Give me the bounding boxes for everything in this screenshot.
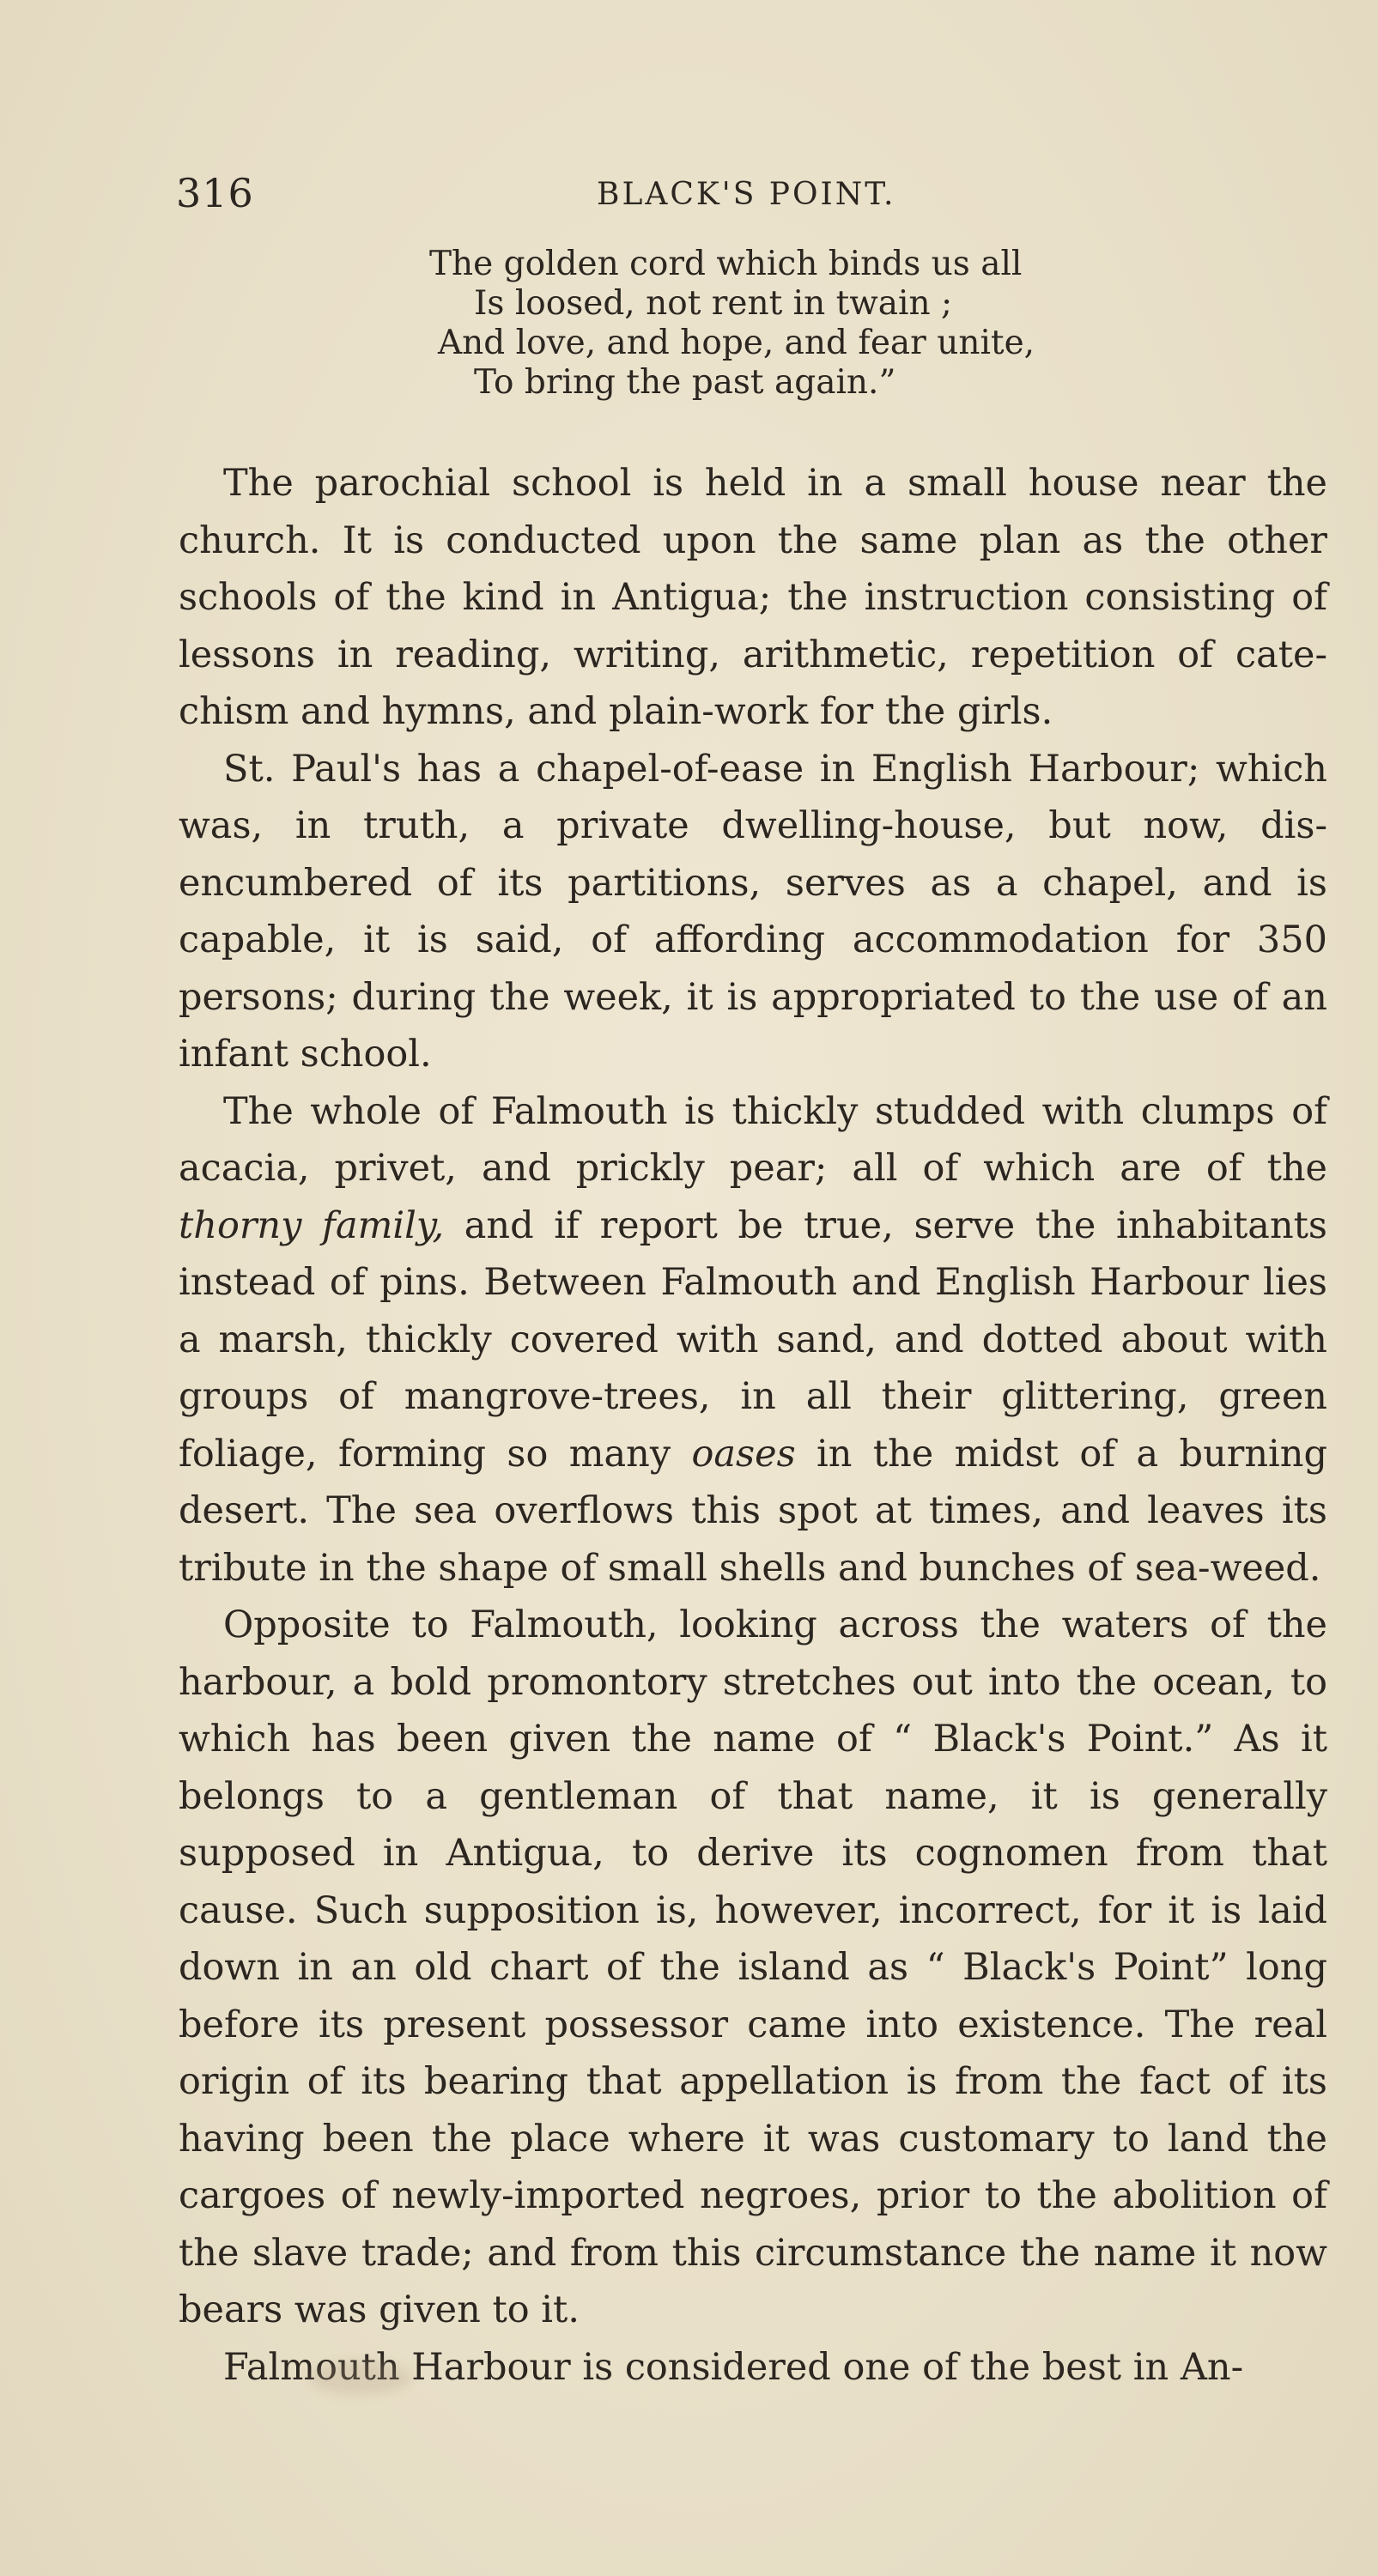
running-head: BLACK'S POINT. xyxy=(597,177,896,212)
paper-stain xyxy=(309,2361,412,2395)
verse-line: Is loosed, not rent in twain ; xyxy=(474,284,953,323)
paragraph-blacks-point: Opposite to Falmouth, looking across the waters of the harbour, a bold promontory stretches out into the ocean, to which has been given the name of “ Black's Point.” As it belongs to a gentleman of that name, it is generally supposed in Antigua, to derive its cognomen from that cause. Such supposition is, however, incorrect, for it is laid down in an old chart of the island as “ Black's Point” long before its present possessor came into existence. The real origin of its bearing that appellation is from the fact of its having been the place where it was customary to land the cargoes of newly-imported negroes, prior to the abolition of the slave trade; and from this circumstance the name it now bears was given to it. xyxy=(179,1603,1327,2331)
page-number: 316 xyxy=(176,170,254,216)
verse-line: And love, and hope, and fear unite, xyxy=(438,324,1035,362)
verse-line: The golden cord which binds us all xyxy=(429,245,1023,283)
verse-quotation xyxy=(429,245,1116,403)
italic-phrase: oases xyxy=(691,1432,796,1476)
verse-line: To bring the past again.” xyxy=(474,363,896,402)
body-text xyxy=(179,455,1327,2396)
paragraph-text: The whole of Falmouth is thickly studded with clumps of acacia, privet, and prickly pear; all of which are of the xyxy=(179,1089,1327,1190)
paragraph-chapel-of-ease: St. Paul's has a chapel-of-ease in English Harbour; which was, in truth, a private dwelling-house, but now, dis- encumbered of its partitions, serves as a chapel, and is capable, it is said, of affording accommodation for 350 persons; during the week, it is appropriated to the use of an infant school. xyxy=(179,747,1327,1076)
paragraph-parochial-school: The parochial school is held in a small house near the church. It is conducted upon the same plan as the other schools of the kind in Antigua; the instruction consisting of lessons in reading, writing, arithmetic, repetition of cate- chism and hymns, and plain-work for the girls. xyxy=(179,462,1327,733)
paragraph-text: in the midst of a burning desert. The sea overflows this spot at times, and leaves its tribute in the shape of small shells and bunches of sea-weed. xyxy=(179,1432,1327,1590)
page-header xyxy=(176,170,1318,221)
paragraph-falmouth-harbour: Falmouth Harbour is considered one of the best in An- xyxy=(223,2345,1244,2389)
italic-phrase: thorny family, xyxy=(179,1203,445,1247)
paragraph-text: and if report be true, serve the inhabitants instead of pins. Between Falmouth and English Harbour lies a marsh, thickly covered with sand, and dotted about with groups of mangrove-trees, in all their glittering, green foliage, forming so many xyxy=(179,1203,1327,1476)
paragraph-falmouth-vegetation xyxy=(179,1083,1327,1597)
